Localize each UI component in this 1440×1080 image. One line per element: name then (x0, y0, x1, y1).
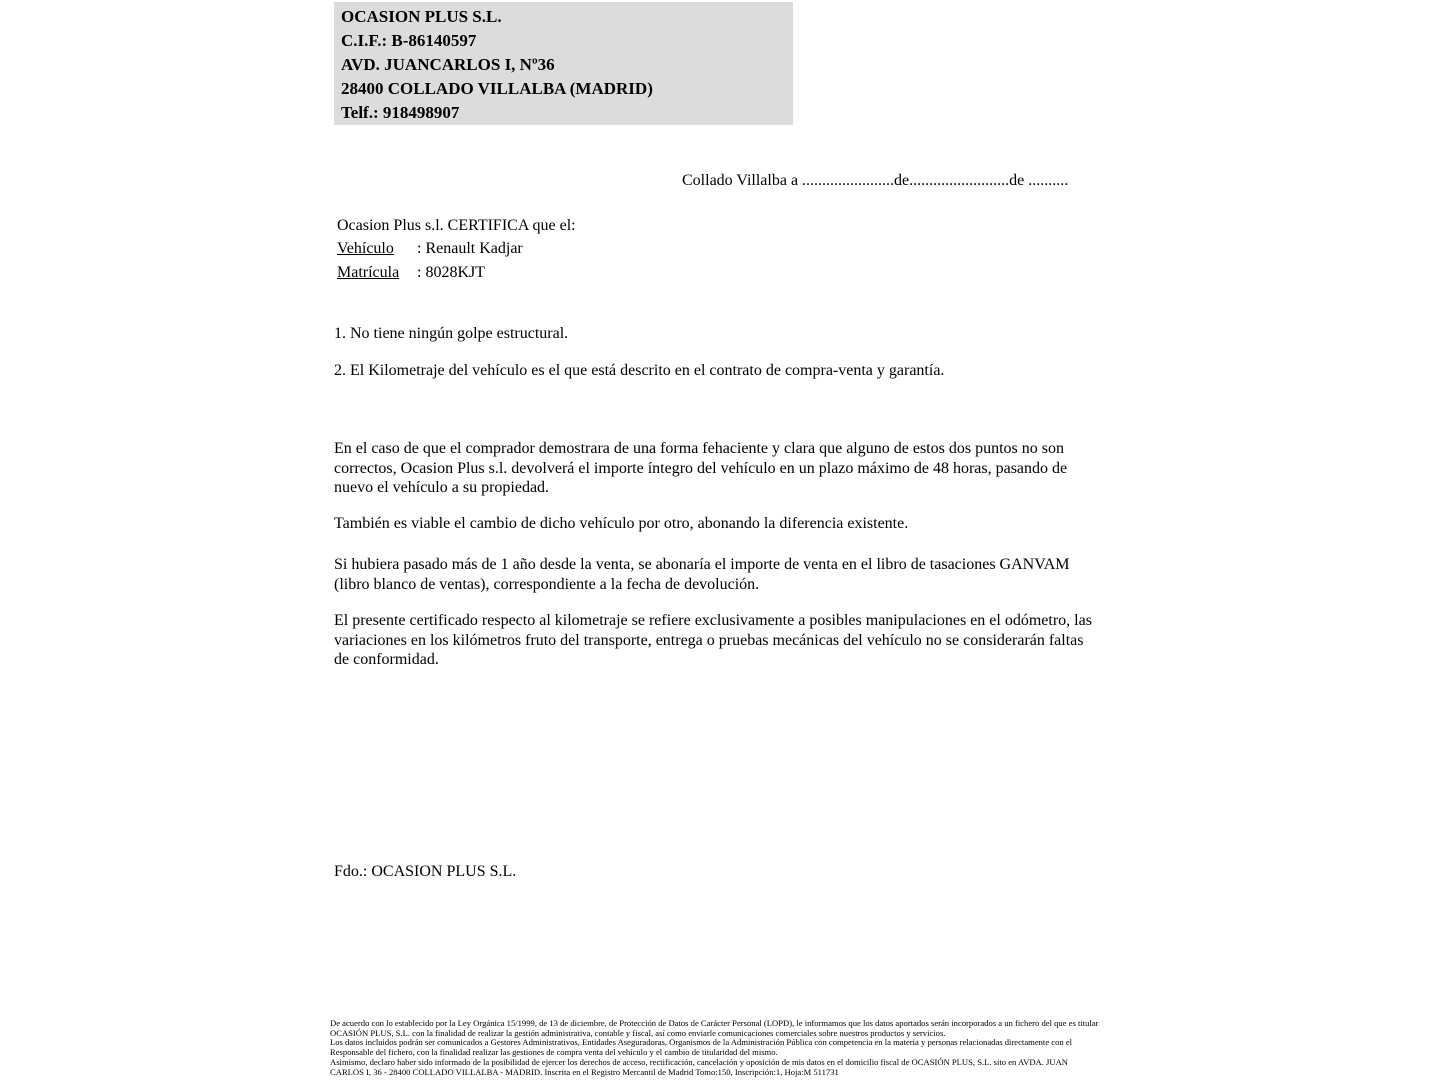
company-cif-line: C.I.F.: B-86140597 (341, 31, 477, 50)
legal-notice (330, 1019, 1120, 1077)
plate-field-label (337, 261, 417, 284)
company-name-line: OCASION PLUS S.L. (341, 7, 502, 26)
body-paragraph-refund: En el caso de que el comprador demostrara de una forma fehaciente y clara que alguno de estos dos puntos no son correctos, Ocasion Plus s.l. devolverá el importe íntegro del vehículo en un plazo máximo de 48 horas, pasando de nuevo el vehículo a su propiedad. (334, 440, 1068, 497)
body-paragraph-ganvam: Si hubiera pasado más de 1 año desde la venta, se abonaría el importe de venta en el libro de tasaciones GANVAM (libro blanco de ventas), correspondiente a la fecha de devolución. (334, 556, 1070, 593)
plate-value: : 8028KJT (417, 263, 485, 281)
vehicle-field-label (337, 237, 417, 260)
vehicle-row (337, 237, 576, 260)
legal-line: De acuerdo con lo establecido por la Ley Orgánica 15/1999, de 13 de diciembre, de Protección de Datos de Carácter Personal (LOPD), le informamos que los datos aportados serán incorporados a un fichero del que es titular (330, 1018, 1099, 1028)
vehicle-label-text: Vehículo (337, 240, 394, 258)
legal-line: CARLOS I, 36 - 28400 COLLADO VILLALBA - MADRID. Inscrita en el Registro Mercantil de Madrid Tomo:150, Inscripción:1, Hoja:M 511731 (330, 1066, 839, 1077)
body-paragraph-odometer: El presente certificado respecto al kilometraje se refiere exclusivamente a posibles manipulaciones en el odómetro, las variaciones en los kilómetros fruto del transporte, entrega o pruebas mecánicas del vehículo no se considerarán faltas de conformidad. (334, 612, 1092, 669)
certificate-point-2: 2. El Kilometraje del vehículo es el que está descrito en el contrato de compra-venta y garantía. (334, 362, 945, 379)
legal-line: Asimismo, declaro haber sido informado de la posibilidad de ejercer los derechos de acceso, rectificación, cancelación y oposición de mis datos en el domicilio fiscal de OCASIÓN PLUS, S.L. sito en AVDA. JUAN (330, 1056, 1069, 1067)
company-city-line: 28400 COLLADO VILLALBA (MADRID) (341, 79, 653, 98)
company-phone-line: Telf.: 918498907 (341, 103, 460, 122)
company-header-box (334, 2, 793, 125)
body-paragraph-exchange: También es viable el cambio de dicho vehículo por otro, abonando la diferencia existente. (334, 515, 909, 532)
date-line: Collado Villalba a .......................de.........................de .......... (682, 172, 1069, 189)
certificate-point-1: 1. No tiene ningún golpe estructural. (334, 325, 569, 342)
certify-intro-line: Ocasion Plus s.l. CERTIFICA que el: (337, 217, 576, 234)
legal-line: Los datos incluidos podrán ser comunicados a Gestores Administrativos, Entidades Aseguradoras, Organismos de la Administración Pública con competencia en la materia y personas relacionadas directamente con el (330, 1037, 1073, 1048)
legal-line: Responsable del fichero, con la finalidad realizar las gestiones de compra venta del vehículo y el cambio de titularidad del mismo. (330, 1047, 778, 1058)
signature-line: Fdo.: OCASION PLUS S.L. (334, 863, 517, 880)
plate-row (337, 261, 576, 284)
legal-line: OCASIÓN PLUS, S.L. con la finalidad de realizar la gestión administrativa, contable y fiscal, así como enviarle comunicaciones comerciales sobre nuestros productos y servicios. (330, 1027, 946, 1038)
company-address-line: AVD. JUANCARLOS I, Nº36 (341, 55, 555, 74)
certificate-block (337, 214, 576, 284)
vehicle-value: : Renault Kadjar (417, 240, 523, 258)
plate-label-text: Matrícula (337, 263, 400, 281)
